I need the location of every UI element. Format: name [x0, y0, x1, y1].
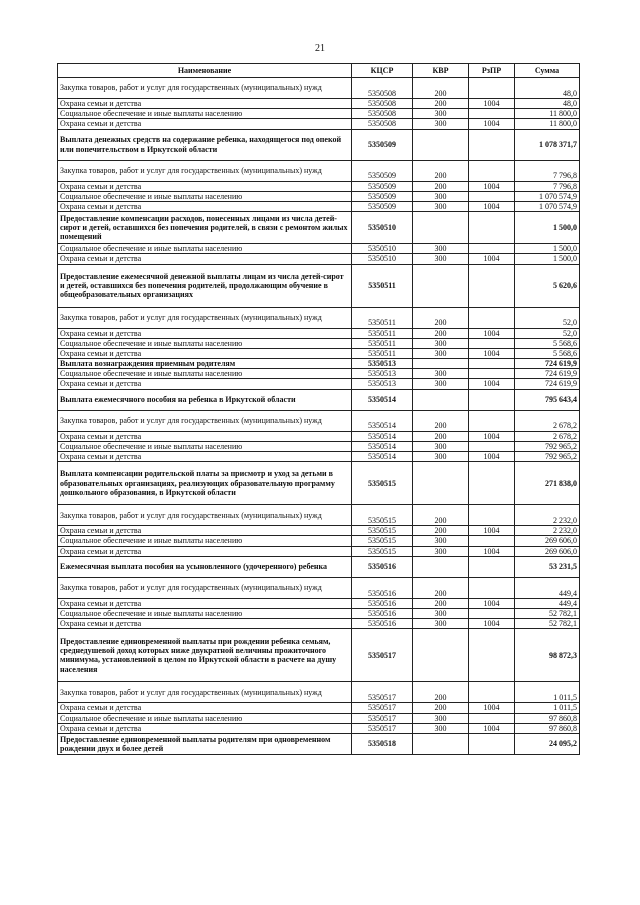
table-row — [58, 338, 580, 348]
cell-kvr: 300 — [413, 452, 469, 462]
cell-kcsr: 5350515 — [352, 462, 413, 505]
cell-kcsr: 5350509 — [352, 160, 413, 181]
cell-name: Выплата компенсации родительской платы за присмотр и уход за детьми в образовательных организациях, реализующих образовательную программу дошкольного образования, в Иркутской области — [58, 462, 352, 505]
cell-kvr — [413, 359, 469, 369]
cell-kcsr: 5350513 — [352, 379, 413, 389]
cell-rzpr — [469, 244, 515, 254]
cell-sum: 449,4 — [515, 577, 580, 598]
table-row — [58, 369, 580, 379]
cell-name: Охрана семьи и детства — [58, 723, 352, 733]
cell-kcsr: 5350517 — [352, 682, 413, 703]
cell-name: Предоставление единовременной выплаты родителям при одновременном рождении двух и более детей — [58, 733, 352, 754]
cell-sum: 52,0 — [515, 307, 580, 328]
table-row — [58, 119, 580, 129]
cell-name: Выплата денежных средств на содержание ребенка, находящегося под опекой или попечительством в Иркутской области — [58, 129, 352, 160]
table-row — [58, 536, 580, 546]
cell-kcsr: 5350509 — [352, 201, 413, 211]
cell-sum: 792 965,2 — [515, 452, 580, 462]
cell-kvr: 300 — [413, 608, 469, 618]
header-name: Наименование — [58, 64, 352, 78]
cell-sum: 24 095,2 — [515, 733, 580, 754]
cell-sum: 53 231,5 — [515, 556, 580, 577]
cell-kcsr: 5350515 — [352, 546, 413, 556]
cell-sum: 2 678,2 — [515, 431, 580, 441]
cell-sum: 11 800,0 — [515, 109, 580, 119]
cell-kvr: 300 — [413, 713, 469, 723]
table-row — [58, 505, 580, 526]
cell-kvr: 300 — [413, 244, 469, 254]
cell-kvr: 300 — [413, 536, 469, 546]
cell-kvr: 200 — [413, 682, 469, 703]
cell-kcsr: 5350509 — [352, 181, 413, 191]
cell-kvr: 200 — [413, 181, 469, 191]
cell-name: Предоставление ежемесячной денежной выплаты лицам из числа детей-сирот и детей, оставшихся без попечения родителей, продолжающим обучение в общеобразовательных организациях — [58, 264, 352, 307]
cell-kvr: 200 — [413, 577, 469, 598]
cell-kvr: 300 — [413, 338, 469, 348]
cell-name: Закупка товаров, работ и услуг для государственных (муниципальных) нужд — [58, 78, 352, 99]
cell-name: Охрана семьи и детства — [58, 598, 352, 608]
cell-name: Охрана семьи и детства — [58, 181, 352, 191]
cell-kcsr: 5350517 — [352, 703, 413, 713]
cell-kvr: 300 — [413, 369, 469, 379]
table-row — [58, 109, 580, 119]
cell-rzpr: 1004 — [469, 431, 515, 441]
table-row — [58, 78, 580, 99]
table-row — [58, 713, 580, 723]
cell-sum: 1 500,0 — [515, 212, 580, 244]
cell-kvr — [413, 462, 469, 505]
cell-kvr: 300 — [413, 546, 469, 556]
cell-kcsr: 5350517 — [352, 723, 413, 733]
table-row — [58, 160, 580, 181]
table-row — [58, 546, 580, 556]
cell-kvr: 200 — [413, 703, 469, 713]
cell-rzpr: 1004 — [469, 598, 515, 608]
cell-sum: 98 872,3 — [515, 629, 580, 682]
table-row — [58, 723, 580, 733]
cell-kcsr: 5350516 — [352, 598, 413, 608]
cell-kcsr: 5350518 — [352, 733, 413, 754]
table-row — [58, 410, 580, 431]
cell-name: Социальное обеспечение и иные выплаты населению — [58, 244, 352, 254]
cell-sum: 97 860,8 — [515, 723, 580, 733]
cell-rzpr — [469, 191, 515, 201]
table-row — [58, 431, 580, 441]
cell-rzpr — [469, 462, 515, 505]
cell-kcsr: 5350514 — [352, 389, 413, 410]
cell-rzpr: 1004 — [469, 379, 515, 389]
table-row — [58, 526, 580, 536]
cell-rzpr: 1004 — [469, 119, 515, 129]
cell-kvr: 200 — [413, 328, 469, 338]
table-row — [58, 99, 580, 109]
cell-kcsr: 5350514 — [352, 410, 413, 431]
cell-name: Предоставление единовременной выплаты при рождении ребенка семьям, среднедушевой доход которых ниже двукратной величины прожиточного минимума, установленной в целом по Иркутской области в расчете на душу населения — [58, 629, 352, 682]
cell-kvr — [413, 264, 469, 307]
cell-name: Выплата ежемесячного пособия на ребенка в Иркутской области — [58, 389, 352, 410]
table-row — [58, 577, 580, 598]
header-kvr: КВР — [413, 64, 469, 78]
cell-sum: 2 232,0 — [515, 526, 580, 536]
cell-name: Социальное обеспечение и иные выплаты населению — [58, 109, 352, 119]
cell-name: Социальное обеспечение и иные выплаты населению — [58, 441, 352, 451]
cell-rzpr — [469, 78, 515, 99]
cell-rzpr: 1004 — [469, 526, 515, 536]
cell-name: Закупка товаров, работ и услуг для государственных (муниципальных) нужд — [58, 682, 352, 703]
cell-rzpr: 1004 — [469, 723, 515, 733]
cell-name: Социальное обеспечение и иные выплаты населению — [58, 713, 352, 723]
cell-rzpr — [469, 441, 515, 451]
cell-kcsr: 5350510 — [352, 212, 413, 244]
table-row — [58, 307, 580, 328]
cell-kvr: 300 — [413, 254, 469, 264]
table-row — [58, 201, 580, 211]
cell-kcsr: 5350516 — [352, 556, 413, 577]
cell-kvr: 200 — [413, 307, 469, 328]
cell-name: Социальное обеспечение и иные выплаты населению — [58, 369, 352, 379]
cell-kvr: 300 — [413, 119, 469, 129]
cell-kcsr: 5350508 — [352, 78, 413, 99]
cell-kcsr: 5350516 — [352, 619, 413, 629]
cell-sum: 1 500,0 — [515, 244, 580, 254]
cell-sum: 449,4 — [515, 598, 580, 608]
cell-kvr: 200 — [413, 431, 469, 441]
cell-kvr — [413, 389, 469, 410]
cell-kvr — [413, 556, 469, 577]
cell-kvr: 300 — [413, 619, 469, 629]
cell-sum: 2 232,0 — [515, 505, 580, 526]
header-rzpr: РзПР — [469, 64, 515, 78]
cell-name: Охрана семьи и детства — [58, 431, 352, 441]
cell-sum: 97 860,8 — [515, 713, 580, 723]
cell-rzpr: 1004 — [469, 99, 515, 109]
cell-sum: 724 619,9 — [515, 369, 580, 379]
cell-name: Предоставление компенсации расходов, понесенных лицами из числа детей-сирот и детей, оставшихся без попечения родителей, в связи с ремонтом жилых помещений — [58, 212, 352, 244]
cell-name: Социальное обеспечение и иные выплаты населению — [58, 536, 352, 546]
cell-sum: 1 500,0 — [515, 254, 580, 264]
table-row — [58, 129, 580, 160]
cell-sum: 269 606,0 — [515, 546, 580, 556]
cell-rzpr: 1004 — [469, 619, 515, 629]
cell-kcsr: 5350508 — [352, 99, 413, 109]
cell-kvr: 300 — [413, 379, 469, 389]
cell-rzpr — [469, 307, 515, 328]
cell-name: Закупка товаров, работ и услуг для государственных (муниципальных) нужд — [58, 160, 352, 181]
cell-kvr: 300 — [413, 723, 469, 733]
cell-kcsr: 5350511 — [352, 338, 413, 348]
cell-kvr: 300 — [413, 348, 469, 358]
cell-kcsr: 5350514 — [352, 452, 413, 462]
cell-kcsr: 5350514 — [352, 431, 413, 441]
cell-kcsr: 5350509 — [352, 129, 413, 160]
cell-kvr: 200 — [413, 160, 469, 181]
header-sum: Сумма — [515, 64, 580, 78]
table-row — [58, 619, 580, 629]
cell-rzpr: 1004 — [469, 546, 515, 556]
cell-name: Выплата вознаграждения приемным родителям — [58, 359, 352, 369]
cell-name: Закупка товаров, работ и услуг для государственных (муниципальных) нужд — [58, 307, 352, 328]
cell-name: Социальное обеспечение и иные выплаты населению — [58, 191, 352, 201]
cell-sum: 1 078 371,7 — [515, 129, 580, 160]
table-row — [58, 379, 580, 389]
cell-name: Охрана семьи и детства — [58, 99, 352, 109]
cell-kcsr: 5350511 — [352, 264, 413, 307]
cell-rzpr — [469, 608, 515, 618]
cell-rzpr — [469, 410, 515, 431]
cell-name: Социальное обеспечение и иные выплаты населению — [58, 338, 352, 348]
cell-kcsr: 5350508 — [352, 119, 413, 129]
cell-sum: 1 011,5 — [515, 703, 580, 713]
cell-name: Охрана семьи и детства — [58, 703, 352, 713]
cell-name: Социальное обеспечение и иные выплаты населению — [58, 608, 352, 618]
cell-kvr: 300 — [413, 441, 469, 451]
cell-name: Охрана семьи и детства — [58, 348, 352, 358]
cell-sum: 7 796,8 — [515, 160, 580, 181]
table-row — [58, 191, 580, 201]
cell-name: Охрана семьи и детства — [58, 546, 352, 556]
cell-kcsr: 5350511 — [352, 328, 413, 338]
cell-rzpr — [469, 682, 515, 703]
cell-kcsr: 5350517 — [352, 629, 413, 682]
cell-rzpr — [469, 129, 515, 160]
cell-name: Закупка товаров, работ и услуг для государственных (муниципальных) нужд — [58, 410, 352, 431]
cell-sum: 52,0 — [515, 328, 580, 338]
cell-kcsr: 5350515 — [352, 526, 413, 536]
cell-sum: 1 070 574,9 — [515, 191, 580, 201]
table-row — [58, 682, 580, 703]
cell-name: Охрана семьи и детства — [58, 379, 352, 389]
table-row — [58, 212, 580, 244]
cell-kcsr: 5350511 — [352, 307, 413, 328]
cell-rzpr — [469, 212, 515, 244]
cell-rzpr: 1004 — [469, 348, 515, 358]
cell-sum: 7 796,8 — [515, 181, 580, 191]
page-number: 21 — [315, 43, 325, 54]
cell-name: Охрана семьи и детства — [58, 201, 352, 211]
cell-sum: 1 070 574,9 — [515, 201, 580, 211]
cell-kvr — [413, 129, 469, 160]
cell-kcsr: 5350509 — [352, 191, 413, 201]
table-row — [58, 389, 580, 410]
cell-sum: 5 620,6 — [515, 264, 580, 307]
cell-kvr: 300 — [413, 201, 469, 211]
cell-sum: 792 965,2 — [515, 441, 580, 451]
cell-rzpr — [469, 359, 515, 369]
table-row — [58, 703, 580, 713]
cell-rzpr — [469, 577, 515, 598]
cell-kvr: 300 — [413, 191, 469, 201]
cell-kvr: 200 — [413, 505, 469, 526]
cell-sum: 271 838,0 — [515, 462, 580, 505]
cell-sum: 2 678,2 — [515, 410, 580, 431]
table-body — [58, 78, 580, 755]
table-row — [58, 629, 580, 682]
cell-kcsr: 5350510 — [352, 254, 413, 264]
cell-rzpr — [469, 629, 515, 682]
cell-rzpr: 1004 — [469, 328, 515, 338]
cell-kcsr: 5350508 — [352, 109, 413, 119]
cell-sum: 269 606,0 — [515, 536, 580, 546]
table-row — [58, 181, 580, 191]
cell-rzpr — [469, 369, 515, 379]
cell-rzpr — [469, 733, 515, 754]
cell-kcsr: 5350517 — [352, 713, 413, 723]
cell-name: Охрана семьи и детства — [58, 452, 352, 462]
cell-kcsr: 5350515 — [352, 536, 413, 546]
cell-kcsr: 5350515 — [352, 505, 413, 526]
cell-rzpr — [469, 536, 515, 546]
cell-kvr — [413, 629, 469, 682]
cell-kcsr: 5350511 — [352, 348, 413, 358]
cell-kvr — [413, 212, 469, 244]
table-row — [58, 733, 580, 754]
cell-sum: 48,0 — [515, 99, 580, 109]
cell-rzpr — [469, 713, 515, 723]
cell-kvr: 200 — [413, 410, 469, 431]
cell-kcsr: 5350513 — [352, 369, 413, 379]
cell-rzpr — [469, 338, 515, 348]
cell-name: Охрана семьи и детства — [58, 328, 352, 338]
cell-kvr: 200 — [413, 526, 469, 536]
cell-rzpr — [469, 556, 515, 577]
cell-sum: 795 643,4 — [515, 389, 580, 410]
cell-name: Охрана семьи и детства — [58, 119, 352, 129]
table-row — [58, 462, 580, 505]
cell-kvr: 200 — [413, 598, 469, 608]
cell-kcsr: 5350516 — [352, 577, 413, 598]
cell-rzpr: 1004 — [469, 254, 515, 264]
cell-sum: 1 011,5 — [515, 682, 580, 703]
cell-rzpr: 1004 — [469, 452, 515, 462]
cell-kvr — [413, 733, 469, 754]
table-row — [58, 608, 580, 618]
cell-sum: 11 800,0 — [515, 119, 580, 129]
cell-rzpr: 1004 — [469, 181, 515, 191]
cell-kcsr: 5350514 — [352, 441, 413, 451]
cell-rzpr — [469, 264, 515, 307]
cell-name: Охрана семьи и детства — [58, 254, 352, 264]
cell-name: Охрана семьи и детства — [58, 619, 352, 629]
cell-kvr: 300 — [413, 109, 469, 119]
cell-rzpr: 1004 — [469, 703, 515, 713]
table-row — [58, 359, 580, 369]
cell-sum: 5 568,6 — [515, 348, 580, 358]
cell-rzpr — [469, 505, 515, 526]
cell-name: Закупка товаров, работ и услуг для государственных (муниципальных) нужд — [58, 505, 352, 526]
cell-rzpr — [469, 160, 515, 181]
cell-kvr: 200 — [413, 99, 469, 109]
table-row — [58, 441, 580, 451]
cell-name: Охрана семьи и детства — [58, 526, 352, 536]
cell-sum: 48,0 — [515, 78, 580, 99]
table-row — [58, 254, 580, 264]
table-row — [58, 452, 580, 462]
table-row — [58, 328, 580, 338]
cell-rzpr — [469, 389, 515, 410]
cell-kvr: 200 — [413, 78, 469, 99]
cell-rzpr: 1004 — [469, 201, 515, 211]
table-header-row — [58, 64, 580, 78]
cell-kcsr: 5350516 — [352, 608, 413, 618]
cell-sum: 724 619,9 — [515, 359, 580, 369]
budget-table — [57, 63, 580, 755]
cell-sum: 5 568,6 — [515, 338, 580, 348]
cell-name: Закупка товаров, работ и услуг для государственных (муниципальных) нужд — [58, 577, 352, 598]
cell-name: Ежемесячная выплата пособия на усыновленного (удочеренного) ребенка — [58, 556, 352, 577]
cell-kcsr: 5350513 — [352, 359, 413, 369]
cell-rzpr — [469, 109, 515, 119]
table-row — [58, 264, 580, 307]
cell-sum: 724 619,9 — [515, 379, 580, 389]
table-row — [58, 348, 580, 358]
cell-sum: 52 782,1 — [515, 608, 580, 618]
cell-kcsr: 5350510 — [352, 244, 413, 254]
cell-sum: 52 782,1 — [515, 619, 580, 629]
table-row — [58, 598, 580, 608]
header-kcsr: КЦСР — [352, 64, 413, 78]
table-row — [58, 244, 580, 254]
table-row — [58, 556, 580, 577]
